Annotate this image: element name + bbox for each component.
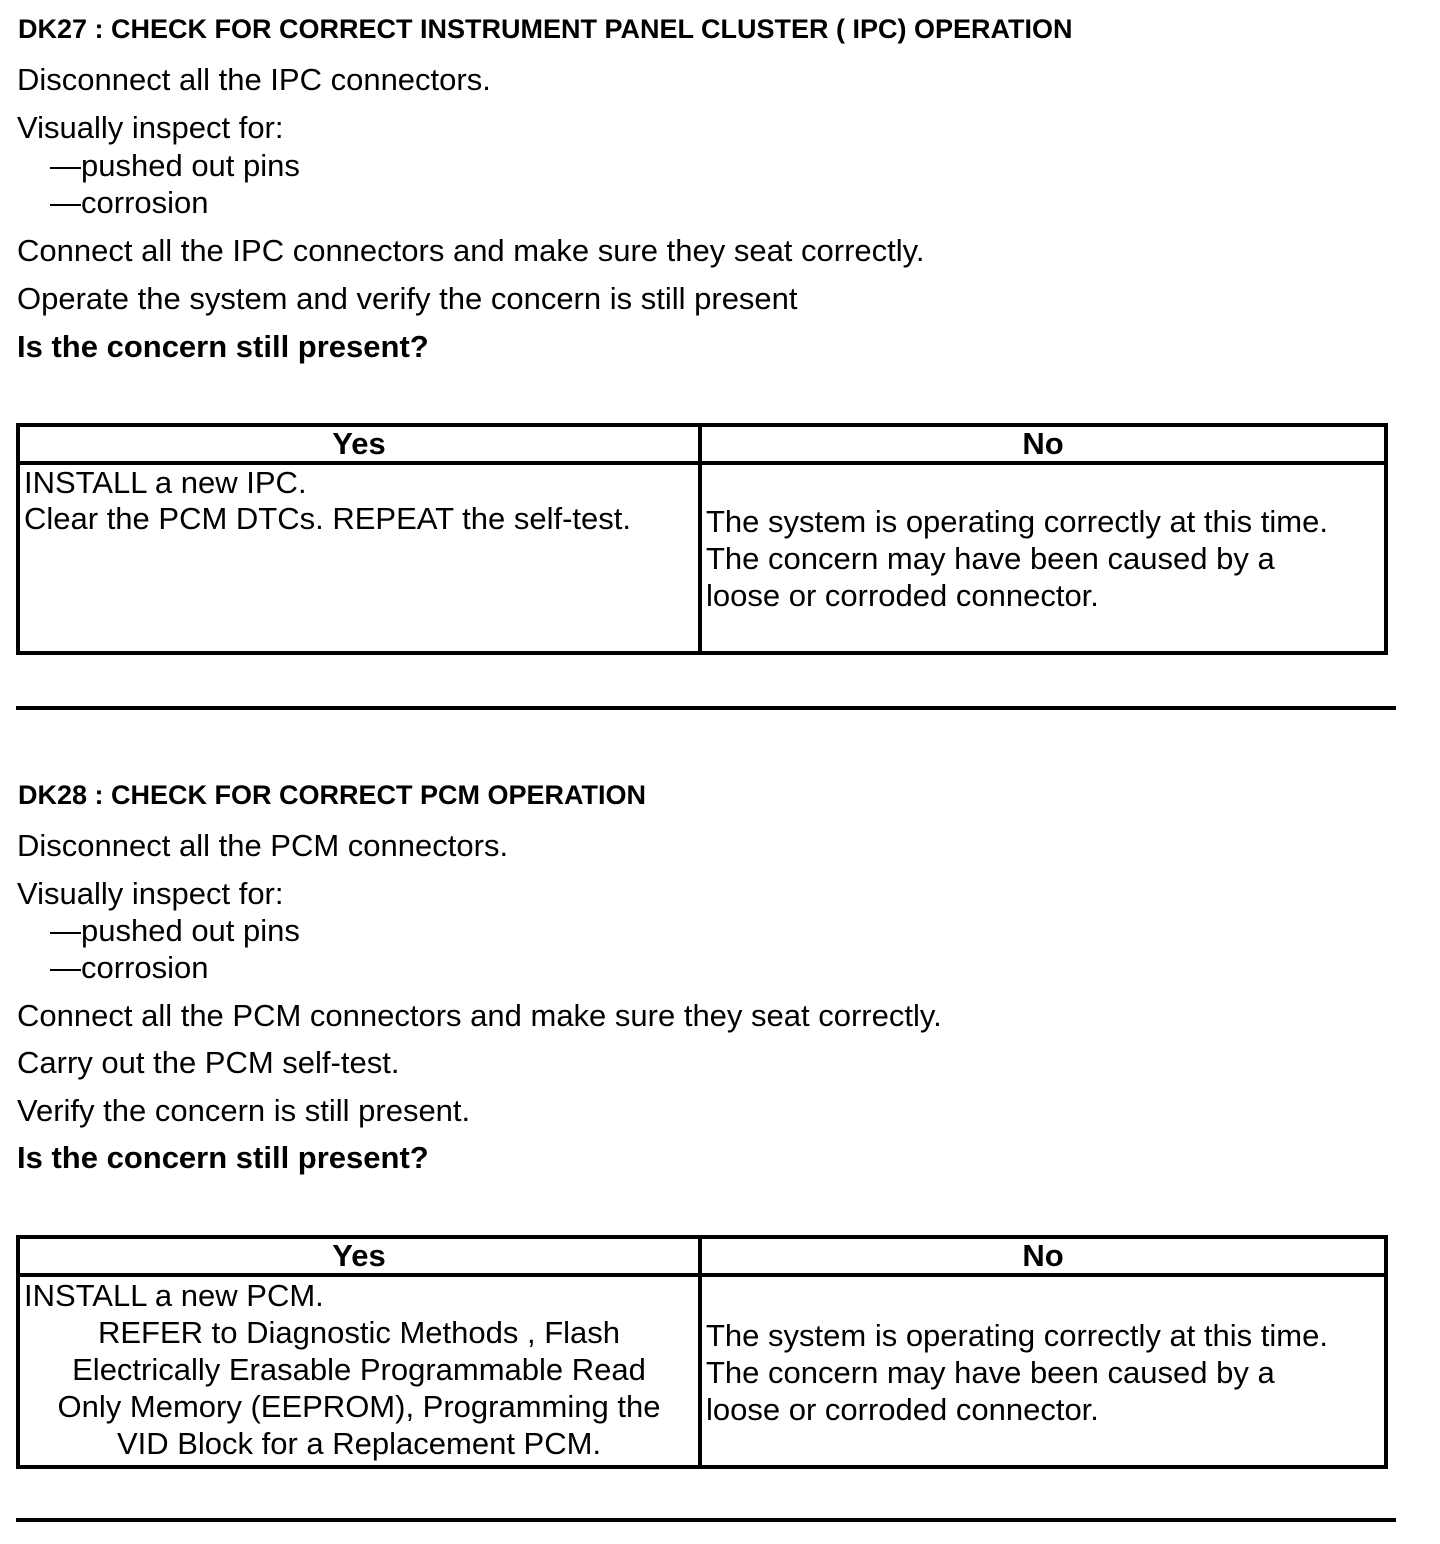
no-cell <box>700 463 1386 653</box>
yes-line: INSTALL a new IPC. <box>24 465 307 500</box>
no-line: loose or corroded connector. <box>706 1392 1099 1427</box>
question-text: Is the concern still present? <box>17 329 429 364</box>
yes-line: INSTALL a new PCM. <box>24 1278 324 1313</box>
yes-line: VID Block for a Replacement PCM. <box>116 1426 602 1461</box>
step-text: Connect all the IPC connectors and make sure they seat correctly. <box>17 233 925 268</box>
step-text: Disconnect all the PCM connectors. <box>17 828 509 863</box>
decision-table <box>16 1235 1388 1469</box>
no-cell <box>700 1275 1386 1467</box>
yes-header: Yes <box>18 425 700 463</box>
no-line: The concern may have been caused by a <box>706 540 1275 576</box>
no-line: The system is operating correctly at this time. <box>706 1318 1328 1353</box>
yes-cell <box>18 1275 700 1467</box>
step-text: Disconnect all the IPC connectors. <box>17 62 491 97</box>
step-text: Visually inspect for: <box>17 876 284 911</box>
yes-line: Electrically Erasable Programmable Read <box>72 1352 646 1387</box>
no-line: The system is operating correctly at this time. <box>706 503 1328 539</box>
no-header: No <box>700 425 1386 463</box>
inspect-item: —pushed out pins <box>50 913 300 948</box>
step-text: Verify the concern is still present. <box>17 1093 471 1128</box>
question-text: Is the concern still present? <box>17 1140 429 1175</box>
step-text: Carry out the PCM self-test. <box>17 1045 400 1080</box>
section-divider <box>16 706 1396 710</box>
no-line: The concern may have been caused by a <box>706 1355 1275 1390</box>
inspect-item: —corrosion <box>50 185 209 220</box>
section-heading: DK28 : CHECK FOR CORRECT PCM OPERATION <box>18 780 647 810</box>
yes-cell <box>18 463 700 653</box>
decision-table <box>16 423 1388 655</box>
no-line: loose or corroded connector. <box>706 577 1099 613</box>
step-text: Operate the system and verify the concern is still present <box>17 281 798 316</box>
section-heading: DK27 : CHECK FOR CORRECT INSTRUMENT PANEL CLUSTER ( IPC) OPERATION <box>18 14 1073 44</box>
no-header: No <box>700 1237 1386 1275</box>
section-divider <box>16 1518 1396 1522</box>
step-text: Visually inspect for: <box>17 110 284 145</box>
yes-line: Clear the PCM DTCs. REPEAT the self-test. <box>24 501 631 536</box>
yes-line: REFER to Diagnostic Methods , Flash <box>97 1315 621 1350</box>
step-text: Connect all the PCM connectors and make sure they seat correctly. <box>17 998 942 1033</box>
yes-line: Only Memory (EEPROM), Programming the <box>57 1389 661 1424</box>
inspect-item: —pushed out pins <box>50 148 300 183</box>
yes-header: Yes <box>18 1237 700 1275</box>
inspect-item: —corrosion <box>50 950 209 985</box>
